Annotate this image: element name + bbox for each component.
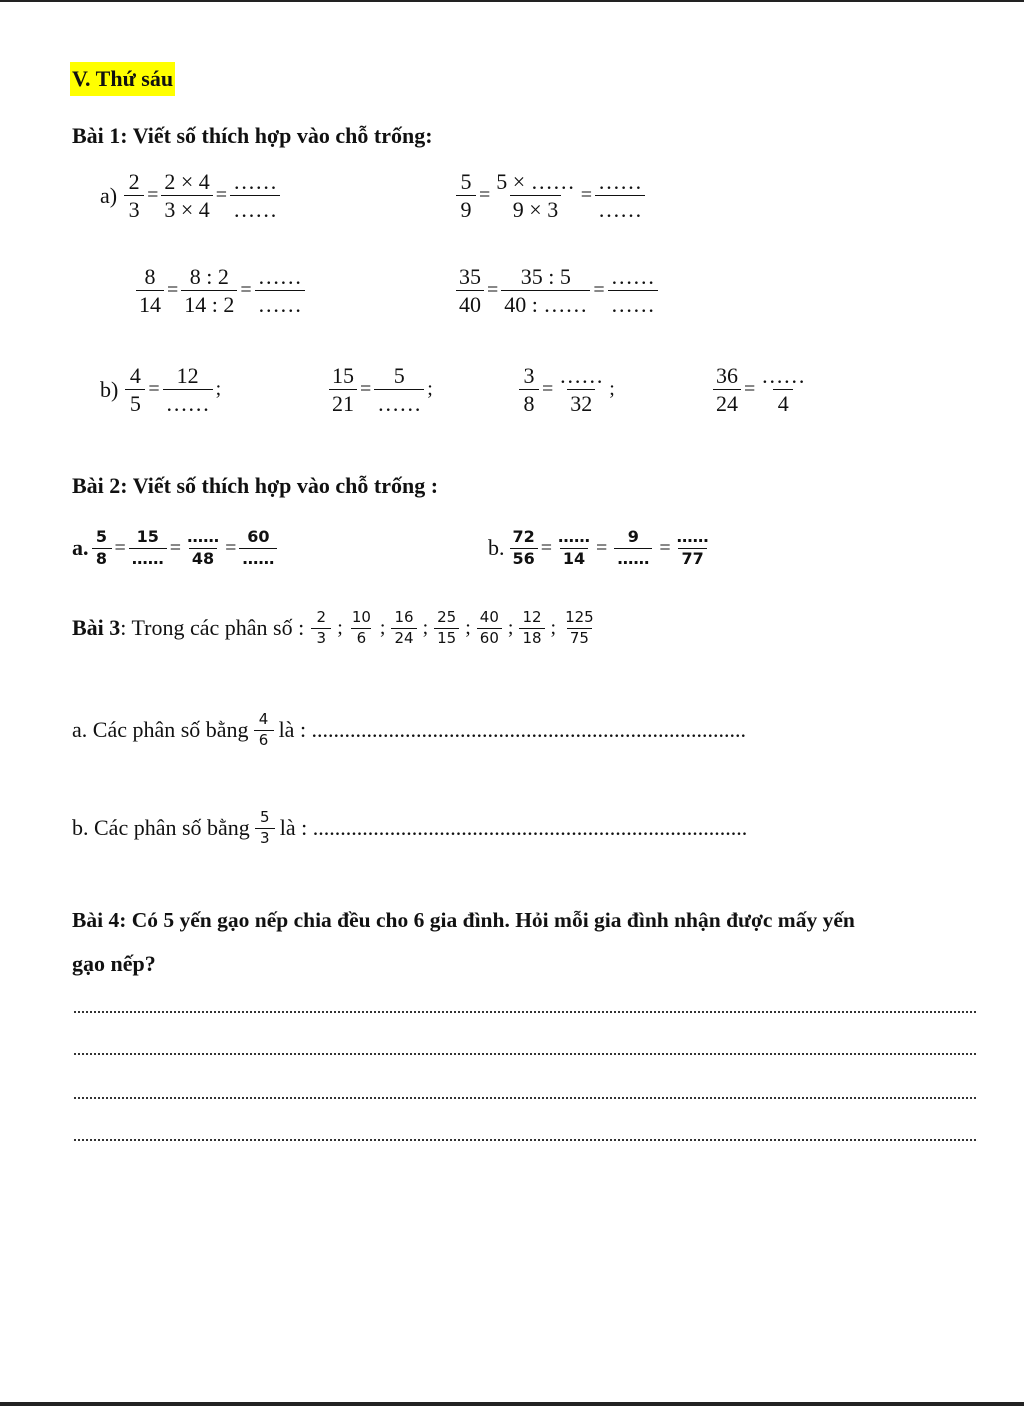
blank-fraction[interactable]: $\frac{\dots\dots}{32}$ xyxy=(559,363,604,417)
bai3-part-a xyxy=(72,712,746,749)
blank-fraction[interactable]: $\frac{60}{\dots\dots}$ xyxy=(239,529,277,568)
fraction: $\frac{72}{56}$ xyxy=(510,529,538,568)
bai1-a-row2-right: $\frac{35}{40}$ = $\frac{35 : 5}{40 : \dots\dots}$ = $\frac{\dots\dots}{\dots\dots}$ xyxy=(455,265,659,316)
bai3-fraction: $\frac{16}{24}$ xyxy=(391,610,416,647)
bai4-line2: gạo nếp? xyxy=(72,951,156,976)
bai1-a-row1-left: a) $\frac{2}{3}$ = $\frac{2 \times 4}{3 \times 4}$ = $\frac{\dots\dots}{\dots\dots}$ xyxy=(100,170,281,221)
bai1-heading: Bài 1: Viết số thích hợp vào chỗ trống: xyxy=(72,123,433,148)
bai3-fraction: $\frac{2}{3}$ xyxy=(311,610,331,647)
bai1-a-row1-right: $\frac{5}{9}$ = $\frac{5 \times \dots\dots}{9 \times 3}$ = $\frac{\dots\dots}{\dots\dots}$ xyxy=(455,170,646,221)
answer-line[interactable] xyxy=(74,1097,976,1099)
blank-fraction[interactable]: $\frac{12}{\dots\dots}$ xyxy=(163,364,213,415)
fraction[interactable]: $\frac{35 : 5}{40 : \dots\dots}$ xyxy=(501,265,590,316)
bai3-fraction: $\frac{125}{75}$ xyxy=(565,608,594,647)
bai3-fraction: $\frac{10}{6}$ xyxy=(351,608,371,647)
bai1-b-item3: $\frac{3}{8}$ = $\frac{\dots\dots}{32}$ ; xyxy=(518,364,617,415)
answer-line[interactable] xyxy=(74,1053,976,1055)
fraction: $\frac{4}{6}$ xyxy=(254,712,274,749)
fraction: $\frac{5}{3}$ xyxy=(255,810,275,847)
bai2-heading: Bài 2: Viết số thích hợp vào chỗ trống : xyxy=(72,473,439,498)
bai1-label-a: a) xyxy=(100,182,118,208)
blank-fraction[interactable]: $\frac{5}{\dots\dots}$ xyxy=(374,364,424,415)
bai2-label-a: a. xyxy=(72,535,89,561)
bai3-a-answer-line[interactable]: là : ............................................................................... xyxy=(278,717,747,743)
bai2-part-a: a. $\frac{5}{8}$ = $\frac{15}{\dots\dots}$ = $\frac{\dots\dots}{48}$ = $\frac{60}{\dots\dots}$ xyxy=(72,529,278,568)
fraction: $\frac{35}{40}$ xyxy=(456,265,484,316)
bai1-a-row2-left: $\frac{8}{14}$ = $\frac{8 : 2}{14 : 2}$ = $\frac{\dots\dots}{\dots\dots}$ xyxy=(135,265,306,316)
blank-fraction[interactable]: $\frac{\dots\dots}{4}$ xyxy=(761,363,806,417)
bai3-heading: Bài 3: Trong các phân số : xyxy=(72,615,305,641)
page-bottom-border xyxy=(0,1402,1024,1406)
blank-fraction[interactable]: $\frac{\dots\dots}{\dots\dots}$ xyxy=(595,170,645,221)
fraction: $\frac{36}{24}$ xyxy=(713,364,741,415)
fraction[interactable]: $\frac{5 \times \dots\dots}{9 \times 3}$ xyxy=(496,169,575,223)
fraction: $\frac{2 \times 4}{3 \times 4}$ xyxy=(161,170,212,221)
blank-fraction[interactable]: $\frac{\dots\dots}{77}$ xyxy=(676,527,709,568)
bai3-fraction: $\frac{25}{15}$ xyxy=(434,610,459,647)
bai3-heading-row: Bài 3: Trong các phân số : $\frac{2}{3}$ ; $\frac{10}{6}$ ; $\frac{16}{24}$ ; $\frac{25}{15}$ ; $\frac{40}{60}$ ; $\frac{12}{18}$ ; $\frac{125}{75}$ xyxy=(72,610,598,647)
bai1-b-item4: $\frac{36}{24}$ = $\frac{\dots\dots}{4}$ xyxy=(712,364,809,415)
bai2-label-b: b. xyxy=(488,535,505,561)
bai3-a-prefix: a. Các phân số bằng xyxy=(72,717,249,743)
bai1-b-item2: $\frac{15}{21}$ = $\frac{5}{\dots\dots}$ ; xyxy=(328,364,435,415)
blank-fraction[interactable]: $\frac{9}{\dots\dots}$ xyxy=(610,529,656,568)
fraction: $\frac{2}{3}$ xyxy=(124,170,144,221)
bai1-label-b: b) xyxy=(100,376,119,402)
bai3-b-prefix: b. Các phân số bằng xyxy=(72,815,250,841)
fraction: $\frac{8 : 2}{14 : 2}$ xyxy=(181,265,237,316)
answer-line[interactable] xyxy=(74,1011,976,1013)
bai3-b-answer-line[interactable]: là : ............................................................................... xyxy=(279,815,748,841)
blank-fraction[interactable]: $\frac{\dots\dots}{\dots\dots}$ xyxy=(608,265,658,316)
bai4-line1: Bài 4: Có 5 yến gạo nếp chia đều cho 6 gia đình. Hỏi mỗi gia đình nhận được mấy yến xyxy=(72,908,855,932)
blank-fraction[interactable]: $\frac{\dots\dots}{14}$ xyxy=(558,527,591,568)
fraction: $\frac{8}{14}$ xyxy=(136,265,164,316)
bai3-part-b xyxy=(72,810,747,847)
fraction: $\frac{4}{5}$ xyxy=(125,364,145,415)
fraction: $\frac{5}{8}$ xyxy=(92,529,112,568)
day-title: V. Thứ sáu xyxy=(70,62,175,96)
fraction: $\frac{3}{8}$ xyxy=(519,364,539,415)
bai1-b-item1: b) $\frac{4}{5}$ = $\frac{12}{\dots\dots}$ ; xyxy=(100,363,222,417)
bai3-fraction: $\frac{12}{18}$ xyxy=(519,610,544,647)
bai3-fraction: $\frac{40}{60}$ xyxy=(477,610,502,647)
answer-line[interactable] xyxy=(74,1139,976,1141)
page-top-border xyxy=(0,0,1024,2)
blank-fraction[interactable]: $\frac{15}{\dots\dots}$ xyxy=(129,529,167,568)
bai2-part-b: b. $\frac{72}{56}$ = $\frac{\dots\dots}{14}$ = $\frac{9}{\dots\dots}$ = $\frac{\dots\dots}{77}$ xyxy=(488,529,713,568)
blank-fraction[interactable]: $\frac{\dots\dots}{\dots\dots}$ xyxy=(255,265,305,316)
blank-fraction[interactable]: $\frac{\dots\dots}{\dots\dots}$ xyxy=(230,170,280,221)
fraction: $\frac{5}{9}$ xyxy=(456,170,476,221)
fraction: $\frac{15}{21}$ xyxy=(329,364,357,415)
blank-fraction[interactable]: $\frac{\dots\dots}{48}$ xyxy=(187,527,220,568)
